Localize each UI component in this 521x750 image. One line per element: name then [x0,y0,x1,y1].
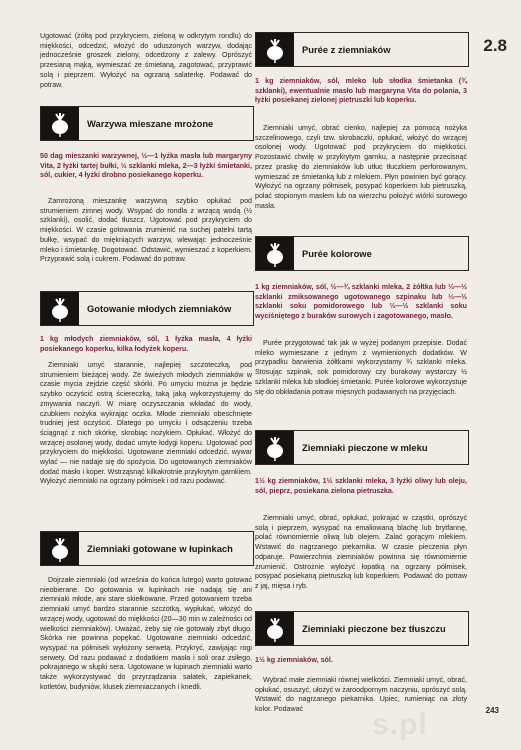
recipe-title: Ziemniaki pieczone bez tłuszczu [302,623,446,634]
page-number: 243 [485,706,499,715]
recipe-header-potatoes-in-skins [40,531,254,566]
recipe-title: Gotowanie młodych ziemniaków [87,303,232,314]
recipe-text: Ziemniaki umyć starannie, najlepiej szczoteczką, pod strumieniem bieżącej wody. Ze świeżych młodych ziemniaków w czasie mycia zejdzie część skórki. Po umyciu można je będzie szybko oczyścić ostrą ściereczką, taką jaką wykorzystujemy do zmywania naczyń. W miarę oczyszczania wkładać do wody, czubkiem nożyka wykrając oczka. Młode ziemniaki obeschnięte trudniej jest oczyścić. Dlatego po umyciu i odsączeniu trzeba ściągnąć z nich skórkę, skrobiąc nożykiem. Opłukać. Włożyć do wrzącej osolonej wody, dodać umyte łodygi koperu. Ugotować pod przykryciem do miękkości. Ugotowane ziemniaki odcedzić, wywar wylać — nie nadaje się do spożycia. Do ugotowanych ziemniaków dodać masło i koper. Wstrząsnąć kilkakrotnie przykrytym garnkiem. Wyłożyć ziemniaki na ogrzany półmisek i od razu podawać. [40,361,252,486]
ingredients: 1 kg ziemniaków, sól, ½—¾ szklanki mleka, 2 żółtka lub ⅓—½ szklanki zmiksowanego ugotowanego szpinaku lub ⅓—½ szklanki soku pomidorowego lub ⅓—½ szklanki soku wyciśniętego z buraków surowych i zagotowanego, masło. [255,283,467,321]
vegetable-icon [41,107,79,140]
vegetable-icon [256,431,294,464]
recipe-header-puree [255,32,469,67]
chapter-number: 2.8 [483,36,507,55]
recipe-title: Purée kolorowe [302,248,372,259]
recipe-header-baked-in-milk [255,430,469,465]
recipe-text: Purée przygotować tak jak w wyżej podanym przepisie. Dodać mleko wymieszane z jednym z wymienionych dodatków. W przypadku barwienia żółtkami wykorzystamy ¾ szklanki mleka. Stosując szpinak, sok pomidorowy czy burakowy wystarczy ½ szklanki mleka lub słodkiej śmietanki. Purée kolorowe wykorzystuje się do obkładania potraw mięsnych podawanych na przyjęciach. [255,339,467,396]
intro-paragraph: Ugotować (żółtą pod przykryciem, zieloną w odkrytym rondlu) do miękkości, odcedzić, włożyć do uduszonych warzyw, dodając jednocześnie groszek zielony, odcedzony z zalewy. Oprószyć przesianą mąką, wymieszać ze śmietaną, zagotować, przyprawić solą i pieprzem. Wyłożyć na ogrzaną salaterkę. Podawać do potraw. [40,32,252,89]
recipe-title: Ziemniaki pieczone w mleku [302,442,428,453]
recipe-header-young-potatoes [40,291,254,326]
ingredients: 50 dag mieszanki warzywnej, ½—1 łyżka masła lub margaryny Vita, 2 łyżki tartej bułki, ½ szklanki mleka, 2—3 łyżki śmietanki, sól, cukier, 4 łyżki drobno posiekanego koperku. [40,152,252,180]
recipe-text: Wybrać małe ziemniaki równej wielkości. Ziemniaki umyć, obrać, opłukać, osuszyć, ułożyć w żaroodpornym naczyniu, oprószyć solą. Wstawić do nagrzanego piekarnika. Upiec, rumieniąc na złoty kolor. Podawać [255,676,467,714]
ingredients: 1½ kg ziemniaków, sól. [255,656,333,664]
recipe-text: Zamrożoną mieszankę warzywną szybko opłukać pod strumieniem zimnej wody. Wsypać do rondla z wrzącą wodą (½ szklanki), osolić, dodać tłuszcz. Ugotować pod przykryciem do miękkości. W czasie gotowania zrumienić na suchej patelni tartą bułkę, wsypać do miękniących warzyw, wlewając jednocześnie mleko i śmietankę. Dogotować. Odstawić, wymieszać z koperkiem. Przyprawić solą i cukrem. Podawać do potraw. [40,197,252,264]
ingredients: 1 kg młodych ziemniaków, sól, 1 łyżka masła, 4 łyżki posiekanego koperku, kilka łodyżek koperu. [40,335,252,353]
ingredients: 1 kg ziemniaków, sól, mleko lub słodka śmietanka (¾ szklanki), ewentualnie masło lub margaryna Vita do polania, 3 łyżki posiekanej zielonej pietruszki lub koperku. [255,77,467,105]
vegetable-icon [41,292,79,325]
recipe-title: Purée z ziemniaków [302,44,391,55]
recipe-title: Ziemniaki gotowane w łupinkach [87,543,233,554]
vegetable-icon [41,532,79,565]
vegetable-icon [256,237,294,270]
recipe-text: Dojrzałe ziemniaki (od września do końca lutego) warto gotować nieobierane. Do gotowania w łupinkach nie nadają się ani ziemniaki młode, ani stare skiełkowane. Przed gotowaniem trzeba ziemniaki umyć bardzo starannie szczotką, wypłukać, włożyć do wrzącej wody, ugotować do miękkości (20—30 min w zależności od wielkości ziemniaków). Uważać, żeby się nie gotowały zbyt długo. Skórka nie powinna popękać. Ugotowane ziemniaki odcedzić, wysypać na półmisek wyłożony serwetą. Przykryć, zawijając rogi serwety. Od razu podawać z dodatkiem masła i soli oraz zsiłego, pokrajanego w słupki sera. Ugotowane w łupinach ziemniaki warto także wykorzystywać do przyrządzania sałatek, zapiekanek, kotletów, budyniów, klusek ziemniaczanych i knedli. [40,576,252,691]
ingredients: 1½ kg ziemniaków, 1½ szklanki mleka, 3 łyżki oliwy lub oleju, sól, pieprz, posiekana zielona pietruszka. [255,477,467,495]
vegetable-icon [256,33,294,66]
recipe-title: Warzywa mieszane mrożone [87,118,214,129]
watermark: s.pl [372,708,428,741]
recipe-header-mixed-vegetables [40,106,254,141]
recipe-text: Ziemniaki umyć, obrać cienko, najlepiej za pomocą nożyka szczelinowego, czyli tzw. skrobaczki, opłukać, włożyć do wrzącej osolonej wody. Ugotować pod przykryciem do miękkości. Pozostawić chwilę w przykrytym garnku, a następnie przecisnąć przez praskę do ziemniaków lub utłuc tłuczkiem perforowanym, wymieszać ze śmietanką lub z mlekiem. Płyn powinien być gorący. Wyłożyć na ogrzany półmisek, posypać koperkiem lub pietruszką, polać stopionym masłem lub na wierzchu położyć wiórki surowego masła. [255,124,467,210]
recipe-text: Ziemniaki umyć, obrać, opłukać, pokrajać w cząstki, oprószyć solą i pieprzem, wysypać na emaliowaną blachę lub brytfannę, polać równomiernie oliwą lub olejem. Zalać gorącym mlekiem. Wstawić do nagrzanego piekarnika. W czasie pieczenia płyn odparuje. Powierzchnia ziemniaków powinna się równomiernie zrumienić. Ostrożnie wyłożyć łopatką na ogrzany półmisek, posypać posiekaną pietruszką lub koperkiem. Podawać do potraw z jaj, mięsa i ryb. [255,514,467,590]
recipe-header-baked-no-fat [255,611,469,646]
recipe-header-colorful-puree [255,236,469,271]
vegetable-icon [256,612,294,645]
